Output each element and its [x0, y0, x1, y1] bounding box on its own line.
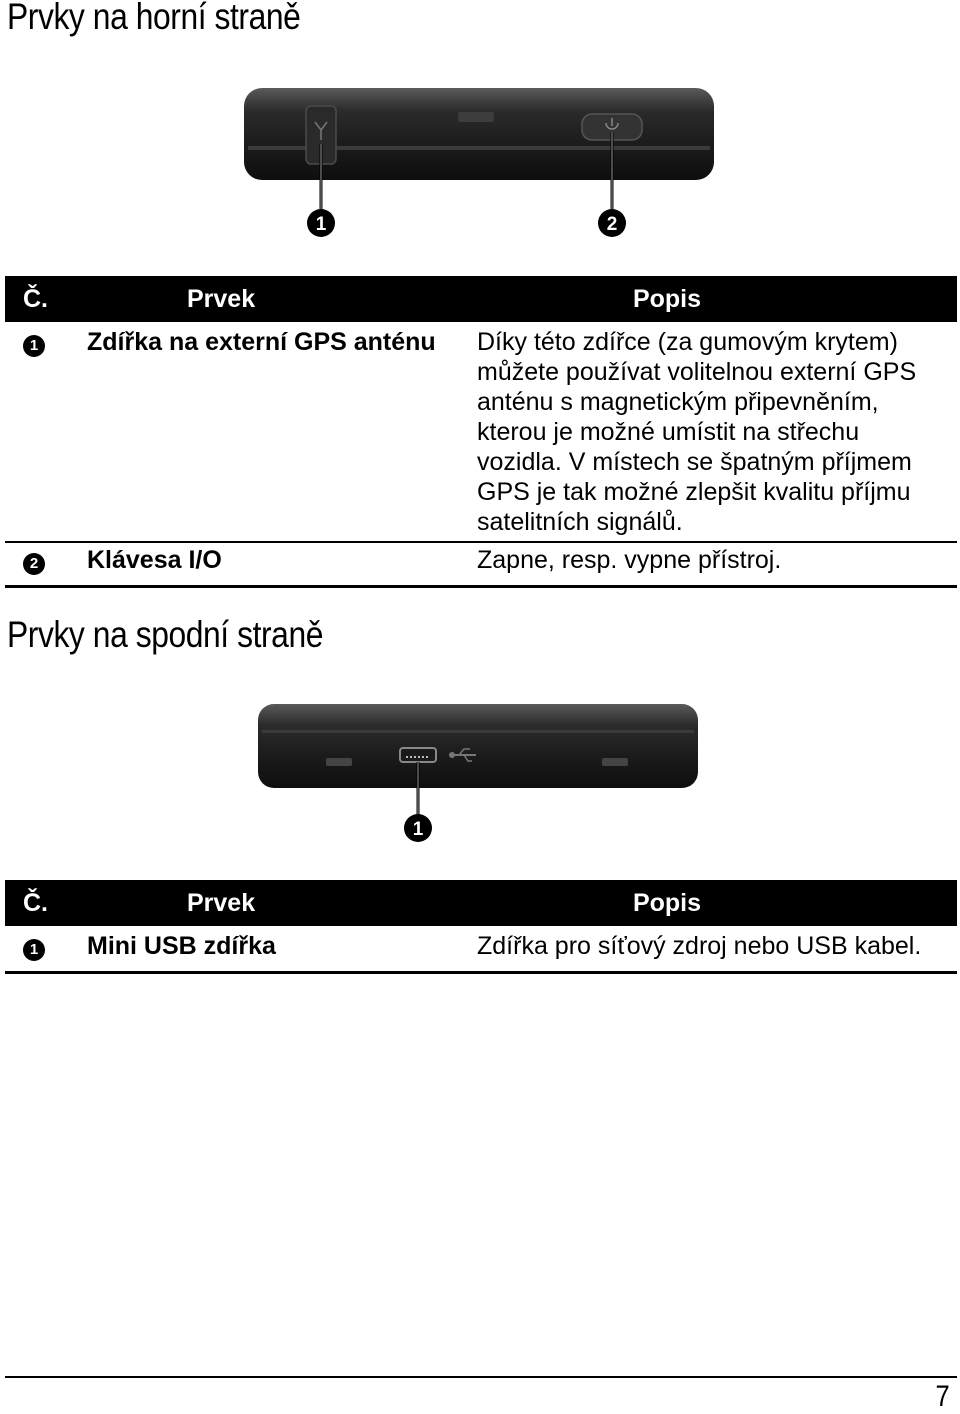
row-description: Zdířka pro síťový zdroj nebo USB kabel.: [477, 928, 957, 973]
header-item: Prvek: [87, 880, 477, 928]
row-description: Díky této zdířce (za gumovým krytem) můžete používat volitelnou externí GPS anténu s magnetickým připevněním, kterou je možné umístit na střechu vozidla. V místech se špatným příjmem GPS je tak možné zlepšit kvalitu příjmu satelitních signálů.: [477, 328, 917, 536]
row-number-badge: 2: [23, 553, 45, 575]
table-row: [5, 928, 957, 973]
device-bottom-view-figure: [254, 700, 704, 850]
bottom-features-table: [5, 880, 957, 974]
row-number-badge: 1: [23, 939, 45, 961]
page-number: 7: [935, 1380, 950, 1413]
device-body: [258, 704, 698, 788]
row-item: Mini USB zdířka: [87, 928, 477, 973]
svg-text:1: 1: [315, 214, 327, 235]
table-header-row: [5, 276, 957, 324]
table-row: [5, 324, 957, 543]
header-num: Č.: [5, 880, 87, 928]
row-description: Zapne, resp. vypne přístroj.: [477, 542, 957, 587]
heading-bottom-side: Prvky na spodní straně: [7, 614, 323, 655]
row-number-badge: 1: [23, 335, 45, 357]
device-top-view-figure: [240, 84, 720, 244]
top-slot: [458, 112, 494, 122]
heading-top-side: Prvky na horní straně: [7, 0, 301, 37]
row-item: Klávesa I/O: [87, 542, 477, 587]
header-num: Č.: [5, 276, 87, 324]
svg-text:1: 1: [412, 819, 424, 840]
footer-rule: [5, 1376, 957, 1378]
left-vent: [326, 758, 352, 766]
table-row: [5, 542, 957, 587]
header-desc: Popis: [477, 276, 957, 324]
row-item: Zdířka na externí GPS anténu: [87, 328, 436, 356]
header-desc: Popis: [477, 880, 957, 928]
header-item: Prvek: [87, 276, 477, 324]
top-features-table: [5, 276, 957, 588]
svg-text:2: 2: [606, 214, 618, 235]
right-vent: [602, 758, 628, 766]
table-header-row: [5, 880, 957, 928]
mini-usb-port: [400, 748, 436, 762]
